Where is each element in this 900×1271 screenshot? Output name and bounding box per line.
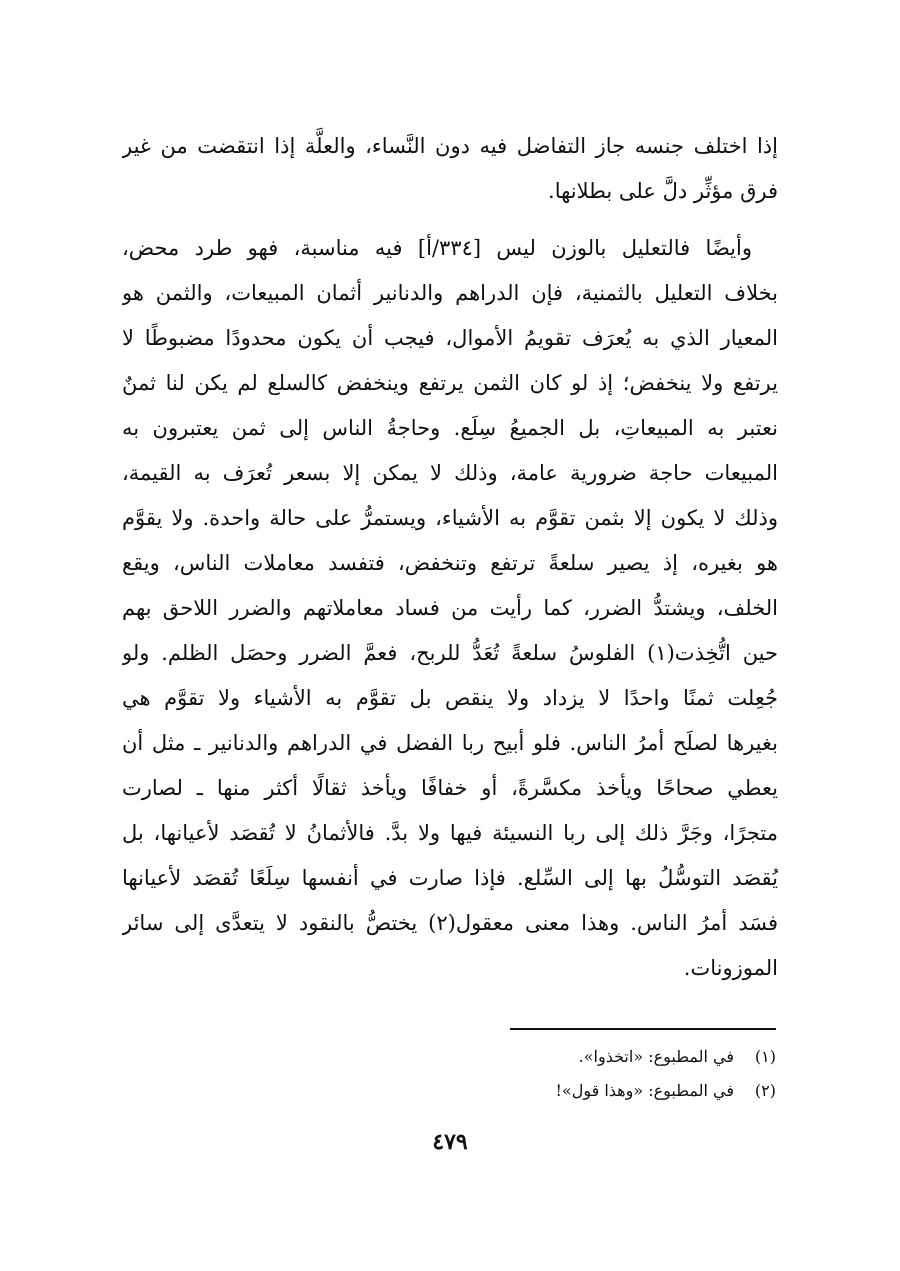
text-line: إذا اختلف جنسه جاز التفاضل فيه دون النَّساء، والعلَّة إذا انتقضت من غير: [122, 134, 778, 158]
footnote-1: [300, 1040, 776, 1074]
text-line: المعيار الذي به يُعرَف تقويمُ الأموال، فيجب أن يكون محدودًا مضبوطًا لا: [122, 326, 778, 350]
footnote-number: (٢): [754, 1081, 776, 1100]
text-line: بخلاف التعليل بالثمنية، فإن الدراهم والدنانير أثمان المبيعات، والثمن هو: [122, 281, 778, 305]
footnotes: [300, 1040, 776, 1108]
text-line: نعتبر به المبيعاتِ، بل الجميعُ سِلَع. وحاجةُ الناس إلى ثمن يعتبرون به: [122, 416, 778, 440]
text-line: بغيرها لصلَح أمرُ الناس. فلو أبيح ربا الفضل في الدراهم والدنانير ـ مثل أن: [122, 731, 778, 755]
footnote-divider: [510, 1028, 776, 1030]
text-line: يُقصَد التوسُّلُ بها إلى السِّلع. فإذا صارت في أنفسها سِلَعًا تُقصَد لأعيانها: [122, 866, 778, 890]
text-line: المبيعات حاجة ضرورية عامة، وذلك لا يمكن إلا بسعر تُعرَف به القيمة،: [122, 461, 778, 485]
text-line: متجرًا، وجَرَّ ذلك إلى ربا النسيئة فيها ولا بدَّ. فالأثمانُ لا تُقصَد لأعيانها، بل: [122, 821, 778, 845]
footnote-number: (١): [754, 1047, 776, 1066]
text-line: حين اتُّخِذت(١) الفلوسُ سلعةً تُعَدُّ للربح، فعمَّ الضرر وحصَل الظلم. ولو: [122, 641, 778, 665]
text-line: وذلك لا يكون إلا بثمن تقوَّم به الأشياء، ويستمرُّ على حالة واحدة. ولا يقوَّم: [122, 506, 778, 530]
text-line: وأيضًا فالتعليل بالوزن ليس [٣٣٤/أ] فيه مناسبة، فهو طرد محض،: [122, 236, 752, 260]
footnote-text: في المطبوع: «اتخذوا».: [578, 1047, 734, 1066]
text-line: فرق مؤثِّر دلَّ على بطلانها.: [548, 179, 778, 203]
text-line: الخلف، ويشتدُّ الضرر، كما رأيت من فساد معاملاتهم والضرر اللاحق بهم: [122, 596, 778, 620]
footnote-2: [300, 1074, 776, 1108]
text-line: يرتفع ولا ينخفض؛ إذ لو كان الثمن يرتفع وينخفض كالسلع لم يكن لنا ثمنٌ: [122, 371, 778, 395]
footnote-text: في المطبوع: «وهذا قول»!: [555, 1081, 734, 1100]
paragraph-1: [122, 124, 778, 214]
text-line: يعطي صحاحًا ويأخذ مكسَّرةً، أو خفافًا ويأخذ ثقالًا أكثر منها ـ لصارت: [122, 776, 778, 800]
text-line: فسَد أمرُ الناس. وهذا معنى معقول(٢) يختصُّ بالنقود لا يتعدَّى إلى سائر: [122, 911, 778, 935]
text-line: الموزونات.: [683, 956, 778, 980]
text-line: هو بغيره، إذ يصير سلعةً ترتفع وتنخفض، فتفسد معاملات الناس، ويقع: [122, 551, 778, 575]
page-number: ٤٧٩: [432, 1129, 468, 1155]
paragraph-2: [122, 226, 778, 991]
text-line: جُعِلت ثمنًا واحدًا لا يزداد ولا ينقص بل تقوَّم به الأشياء ولا تقوَّم هي: [122, 686, 778, 710]
